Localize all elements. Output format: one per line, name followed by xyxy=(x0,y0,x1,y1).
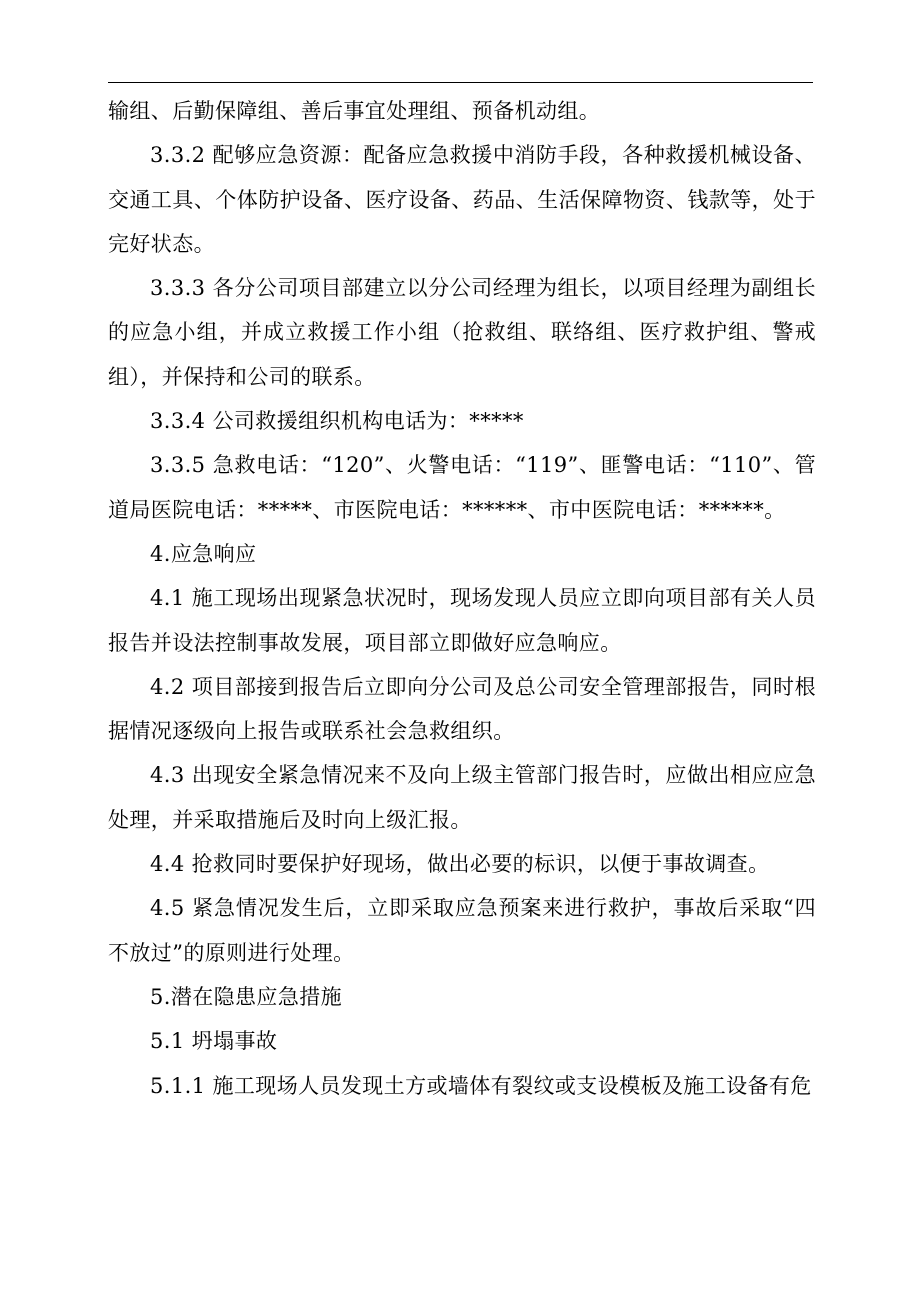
paragraph-4-5: 4.5 紧急情况发生后，立即采取应急预案来进行救护，事故后采取“四不放过”的原则进行处理。 xyxy=(108,896,816,965)
paragraph-4-4: 4.4 抢救同时要保护好现场，做出必要的标识，以便于事故调查。 xyxy=(150,852,770,877)
paragraph-3-3-4: 3.3.4 公司救援组织机构电话为：***** xyxy=(150,409,524,434)
paragraph-3-3-5: 3.3.5 急救电话：“120”、火警电话：“119”、匪警电话：“110”、管道局医院电话：*****、市医院电话：******、市中医院电话：******。 xyxy=(108,453,816,522)
header-rule xyxy=(108,82,813,83)
paragraph-4-2: 4.2 项目部接到报告后立即向分公司及总公司安全管理部报告，同时根据情况逐级向上报告或联系社会急救组织。 xyxy=(108,674,816,744)
paragraph-continuation: 输组、后勤保障组、善后事宜处理组、预备机动组。 xyxy=(108,99,601,123)
paragraph-4-1: 4.1 施工现场出现紧急状况时，现场发现人员应立即向项目部有关人员报告并设法控制事故发展，项目部立即做好应急响应。 xyxy=(108,586,816,655)
section-heading-5: 5.潜在隐患应急措施 xyxy=(150,984,343,1009)
paragraph-4-3: 4.3 出现安全紧急情况来不及向上级主管部门报告时，应做出相应应急处理，并采取措施后及时向上级汇报。 xyxy=(108,763,816,832)
document-body xyxy=(108,89,816,1108)
section-heading-4: 4.应急响应 xyxy=(150,541,257,566)
paragraph-3-3-3: 3.3.3 各分公司项目部建立以分公司经理为组长，以项目经理为副组长的应急小组，并成立救援工作小组（抢救组、联络组、医疗救护组、警戒组），并保持和公司的联系。 xyxy=(108,276,816,389)
paragraph-3-3-2: 3.3.2 配够应急资源：配备应急救援中消防手段，各种救援机械设备、交通工具、个体防护设备、医疗设备、药品、生活保障物资、钱款等，处于完好状态。 xyxy=(108,143,816,256)
paragraph-5-1-1: 5.1.1 施工现场人员发现土方或墙体有裂纹或支设模板及施工设备有危 xyxy=(150,1073,812,1098)
subsection-heading-5-1: 5.1 坍塌事故 xyxy=(150,1029,278,1054)
